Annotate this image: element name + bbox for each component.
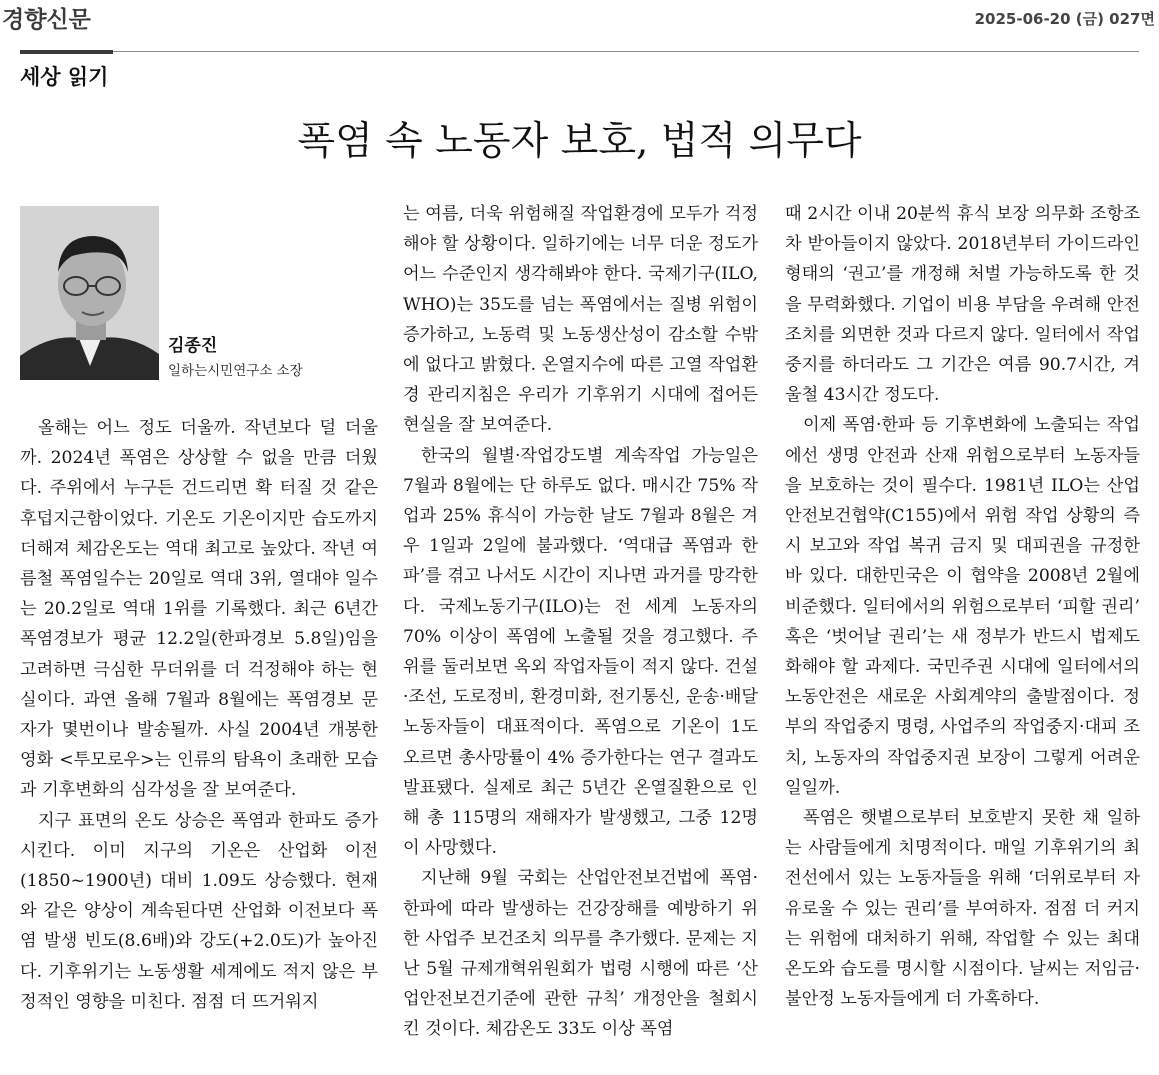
newspaper-name: 경향신문 — [2, 7, 91, 33]
paragraph: 올해는 어느 정도 더울까. 작년보다 덜 더울까. 2024년 폭염은 상상할 수 없을 만큼 더웠다. 주위에서 누구든 건드리면 확 터질 것 같은 후덥지근함이었다. 기온도 기온이지만 습도까지 더해져 체감온도는 역대 최고로 높았다. 작년 여름철 폭염일수는 20일로 역대 3위, 열대야 일수는 20.2일로 역대 1위를 기록했다. 최근 6년간 폭염경보가 평균 12.2일(한파경보 5.8일)임을 고려하면 극심한 무더위를 더 걱정해야 하는 현실이다. 과연 올해 7월과 8월에는 폭염경보 문자가 몇번이나 발송될까. 사실 2004년 개봉한 영화 <투모로우>는 인류의 탐욕이 초래한 모습과 기후변화의 심각성을 잘 보여준다. — [20, 418, 378, 801]
issue-date-page: 2025-06-20 (금) 027면 — [974, 10, 1155, 28]
author-name: 김종진 — [168, 336, 218, 356]
author-role: 일하는시민연구소 소장 — [168, 363, 303, 379]
paragraph: 한국의 월별·작업강도별 계속작업 가능일은 7월과 8월에는 단 하루도 없다. 매시간 75% 작업과 25% 휴식이 가능한 날도 7월과 8월은 겨우 1일과 2일에 불과했다. ‘역대급 폭염과 한파’를 겪고 나서도 시간이 지나면 과거를 망각한다. 국제노동기구(ILO)는 전 세계 노동자의 70% 이상이 폭염에 노출될 것을 경고했다. 주위를 둘러보면 옥외 작업자들이 적지 않다. 건설·조선, 도로정비, 환경미화, 전기통신, 운송·배달 노동자들이 대표적이다. 폭염으로 기온이 1도 오르면 총사망률이 4% 증가한다는 연구 결과도 발표됐다. 실제로 최근 5년간 온열질환으로 인해 총 115명의 재해자가 발생했고, 그중 12명이 사망했다. — [403, 445, 758, 859]
paragraph: 지구 표면의 온도 상승은 폭염과 한파도 증가시킨다. 이미 지구의 기온은 산업화 이전(1850~1900년) 대비 1.09도 상승했다. 현재와 같은 양상이 계속된다면 산업화 이전보다 폭염 발생 빈도(8.6배)와 강도(+2.0도)가 높아진다. 기후위기는 노동생활 세계에도 적지 않은 부정적인 영향을 미친다. 점점 더 뜨거워지 — [20, 810, 378, 1012]
paragraph: 때 2시간 이내 20분씩 휴식 보장 의무화 조항조차 받아들이지 않았다. 2018년부터 가이드라인 형태의 ‘권고’를 개정해 처벌 가능하도록 한 것을 무력화했다. 기업이 비용 부담을 우려해 안전조치를 외면한 것과 다르지 않다. 일터에서 작업중지를 하더라도 그 기간은 여름 90.7시간, 겨울철 43시간 정도다. — [785, 204, 1140, 406]
article-column-2 — [403, 199, 758, 1045]
headline: 폭염 속 노동자 보호, 법적 의무다 — [297, 119, 862, 164]
author-photo — [20, 206, 159, 380]
masthead — [0, 0, 1159, 36]
paragraph: 는 여름, 더욱 위험해질 작업환경에 모두가 걱정해야 할 상황이다. 일하기에는 너무 더운 정도가 어느 수준인지 생각해봐야 한다. 국제기구(ILO, WHO)는 35도를 넘는 폭염에서는 질병 위험이 증가하고, 노동력 및 노동생산성이 감소할 수밖에 없다고 밝혔다. 온열지수에 따른 고열 작업환경 관리지침은 우리가 기후위기 시대에 접어든 현실을 잘 보여준다. — [403, 204, 758, 436]
section-label: 세상 읽기 — [20, 65, 109, 89]
paragraph: 이제 폭염·한파 등 기후변화에 노출되는 작업에선 생명 안전과 산재 위험으로부터 노동자들을 보호하는 것이 필수다. 1981년 ILO는 산업안전보건협약(C155)에서 위험 작업 상황의 즉시 보고와 작업 복귀 금지 및 대피권을 규정한 바 있다. 대한민국은 이 협약을 2008년 2월에 비준했다. 일터에서의 위험으로부터 ‘피할 권리’ 혹은 ‘벗어날 권리’는 새 정부가 반드시 법제도화해야 할 과제다. 국민주권 시대에 일터에서의 노동안전은 새로운 사회계약의 출발점이다. 정부의 작업중지 명령, 사업주의 작업중지·대피 조치, 노동자의 작업중지권 보장이 그렇게 어려운 일일까. — [785, 415, 1140, 798]
article-column-1 — [20, 413, 378, 1017]
article-column-3 — [785, 199, 1140, 1014]
section-rule-thin — [113, 51, 1139, 52]
paragraph: 폭염은 햇볕으로부터 보호받지 못한 채 일하는 사람들에게 치명적이다. 매일 기후위기의 최전선에서 있는 노동자들을 위해 ‘더위로부터 자유로울 수 있는 권리’를 부여하자. 점점 더 커지는 위험에 대처하기 위해, 작업할 수 있는 최대 온도와 습도를 명시할 시점이다. 날씨는 저임금·불안정 노동자들에게 더 가혹하다. — [785, 808, 1140, 1010]
section-rule-thick — [20, 50, 113, 54]
paragraph: 지난해 9월 국회는 산업안전보건법에 폭염·한파에 따라 발생하는 건강장해를 예방하기 위한 사업주 보건조치 의무를 추가했다. 문제는 지난 5월 규제개혁위원회가 법령 시행에 따른 ‘산업안전보건기준에 관한 규칙’ 개정안을 철회시킨 것이다. 체감온도 33도 이상 폭염 — [403, 868, 758, 1040]
